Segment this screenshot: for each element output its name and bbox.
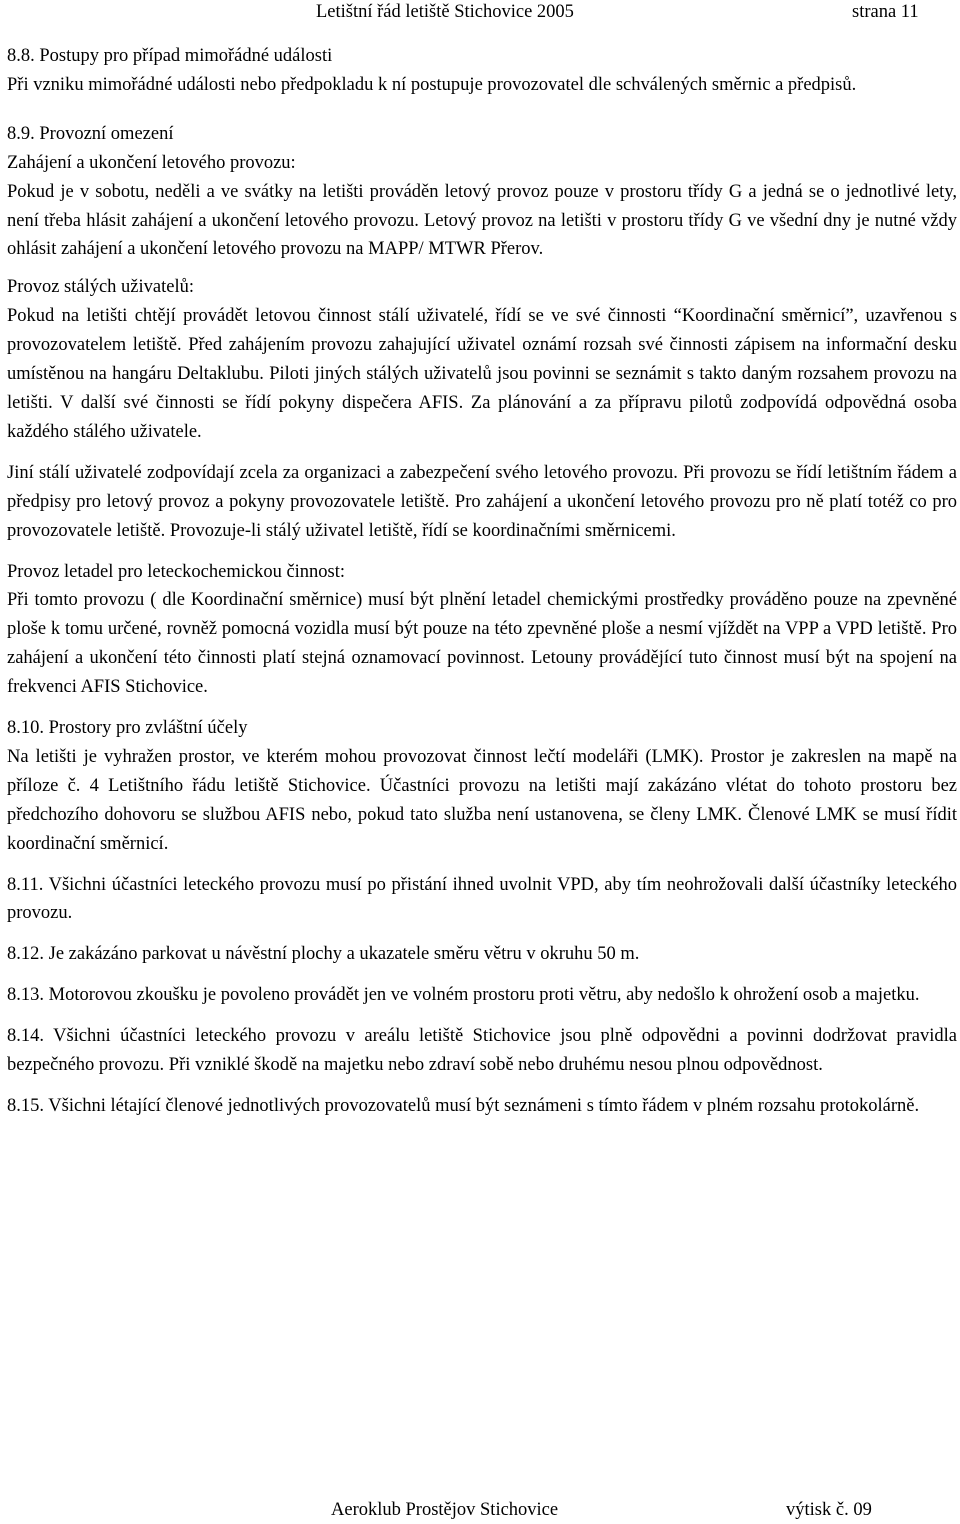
section-8-9-text-agricultural: Při tomto provozu ( dle Koordinační směrnice) musí být plnění letadel chemickými prostředky prováděno pouze na zpevněné ploše k tomu určené, rovněž pomocná vozidla musí být pouze na této zpevněné ploše a nesmí vjíždět na VPP a VPD letiště. Pro zahájení a ukončení této činnosti platí stejná oznamovací povinnost. Letouny provádějící tuto činnost musí být na spojení na frekvenci AFIS Stichovice. — [7, 590, 957, 698]
section-8-9-text-permanent-users: Pokud na letišti chtějí provádět letovou činnost stálí uživatelé, řídí se ve své činnosti “Koordinační směrnicí”, uzavřenou s provozovatelem letiště. Před zahájením provozu zahajující uživatel oznámí rozsah své činnosti zápisem na informační desku umístěnou na hangáru Deltaklubu. Piloti jiných stálých uživatelů jsou povinni se seznámit s takto daným rozsahem provozu na letišti. V další své činnosti se řídí pokyny dispečera AFIS. Za plánování a za přípravu pilotů zodpovídá odpovědná osoba každého stálého uživatele. — [7, 306, 957, 442]
section-8-9-text-other-users: Jiní stálí uživatelé zodpovídají zcela za organizaci a zabezpečení svého letového provozu. Při provozu se řídí letištním řádem a předpisy pro letový provoz a pokyny provozovatele letiště. Pro zahájení a ukončení letového provozu pro ně platí totéž co pro provozovatele letiště. Provozuje-li stálý uživatel letiště, řídí se koordinačními směrnicemi. — [7, 462, 957, 541]
page-footer — [0, 1496, 960, 1524]
section-8-8-text: Při vzniku mimořádné události nebo předpokladu k ní postupuje provozovatel dle schválených směrnic a předpisů. — [7, 74, 857, 95]
section-8-13-text: 8.13. Motorovou zkoušku je povoleno provádět jen ve volném prostoru proti větru, aby nedošlo k ohrožení osob a majetku. — [7, 985, 920, 1006]
section-8-11-text: 8.11. Všichni účastníci leteckého provozu musí po přistání ihned uvolnit VPD, aby tím neohrožovali další účastníky leteckého provozu. — [7, 874, 957, 924]
section-8-9-heading: 8.9. Provozní omezení — [7, 123, 174, 144]
section-8-9-subheading-start-end: Zahájení a ukončení letového provozu: — [7, 152, 296, 173]
document-body — [7, 42, 957, 1121]
section-8-10-text: Na letišti je vyhražen prostor, ve kterém mohou provozovat činnost lečtí modeláři (LMK). Prostor je zakreslen na mapě na příloze č. 4 Letištního řádu letiště Stichovice. Účastníci provozu na letišti mají zakázáno vlétat do tohoto prostoru bez předchozího dohovoru se službou AFIS nebo, pokud tato služba není ustanovena, se členy LMK. Členové LMK se musí řídit koordinační směrnicí. — [7, 746, 957, 854]
document-title: Letištní řád letiště Stichovice 2005 — [316, 2, 574, 22]
section-8-10-heading: 8.10. Prostory pro zvláštní účely — [7, 718, 248, 739]
section-8-9-text-start-end: Pokud je v sobotu, neděli a ve svátky na letišti prováděn letový provoz pouze v prostoru třídy G a jedná se o jednotlivé lety, není třeba hlásit zahájení a ukončení letového provozu. Letový provoz na letišti v prostoru třídy G ve všední dny je nutné vždy ohlásit zahájení a ukončení letového provozu na MAPP/ MTWR Přerov. — [7, 181, 957, 260]
footer-edition: výtisk č. 09 — [786, 1500, 872, 1520]
section-8-8-heading: 8.8. Postupy pro případ mimořádné události — [7, 46, 333, 66]
section-8-9-subheading-permanent-users: Provoz stálých uživatelů: — [7, 277, 195, 298]
section-8-15-text: 8.15. Všichni létající členové jednotlivých provozovatelů musí být seznámeni s tímto řádem v plném rozsahu protokolárně. — [7, 1096, 920, 1116]
section-8-14-text: 8.14. Všichni účastníci leteckého provozu v areálu letiště Stichovice jsou plně odpovědni a povinni dodržovat pravidla bezpečného provozu. Při vzniklé škodě na majetku nebo zdraví sobě nebo druhému nesou plnou odpovědnost. — [7, 1026, 957, 1076]
section-8-12-text: 8.12. Je zakázáno parkovat u návěstní plochy a ukazatele směru větru v okruhu 50 m. — [7, 944, 640, 965]
page-header — [0, 0, 960, 28]
footer-organization: Aeroklub Prostějov Stichovice — [331, 1500, 559, 1520]
page-number: strana 11 — [852, 2, 919, 22]
section-8-9-subheading-agricultural: Provoz letadel pro leteckochemickou činnost: — [7, 561, 346, 582]
